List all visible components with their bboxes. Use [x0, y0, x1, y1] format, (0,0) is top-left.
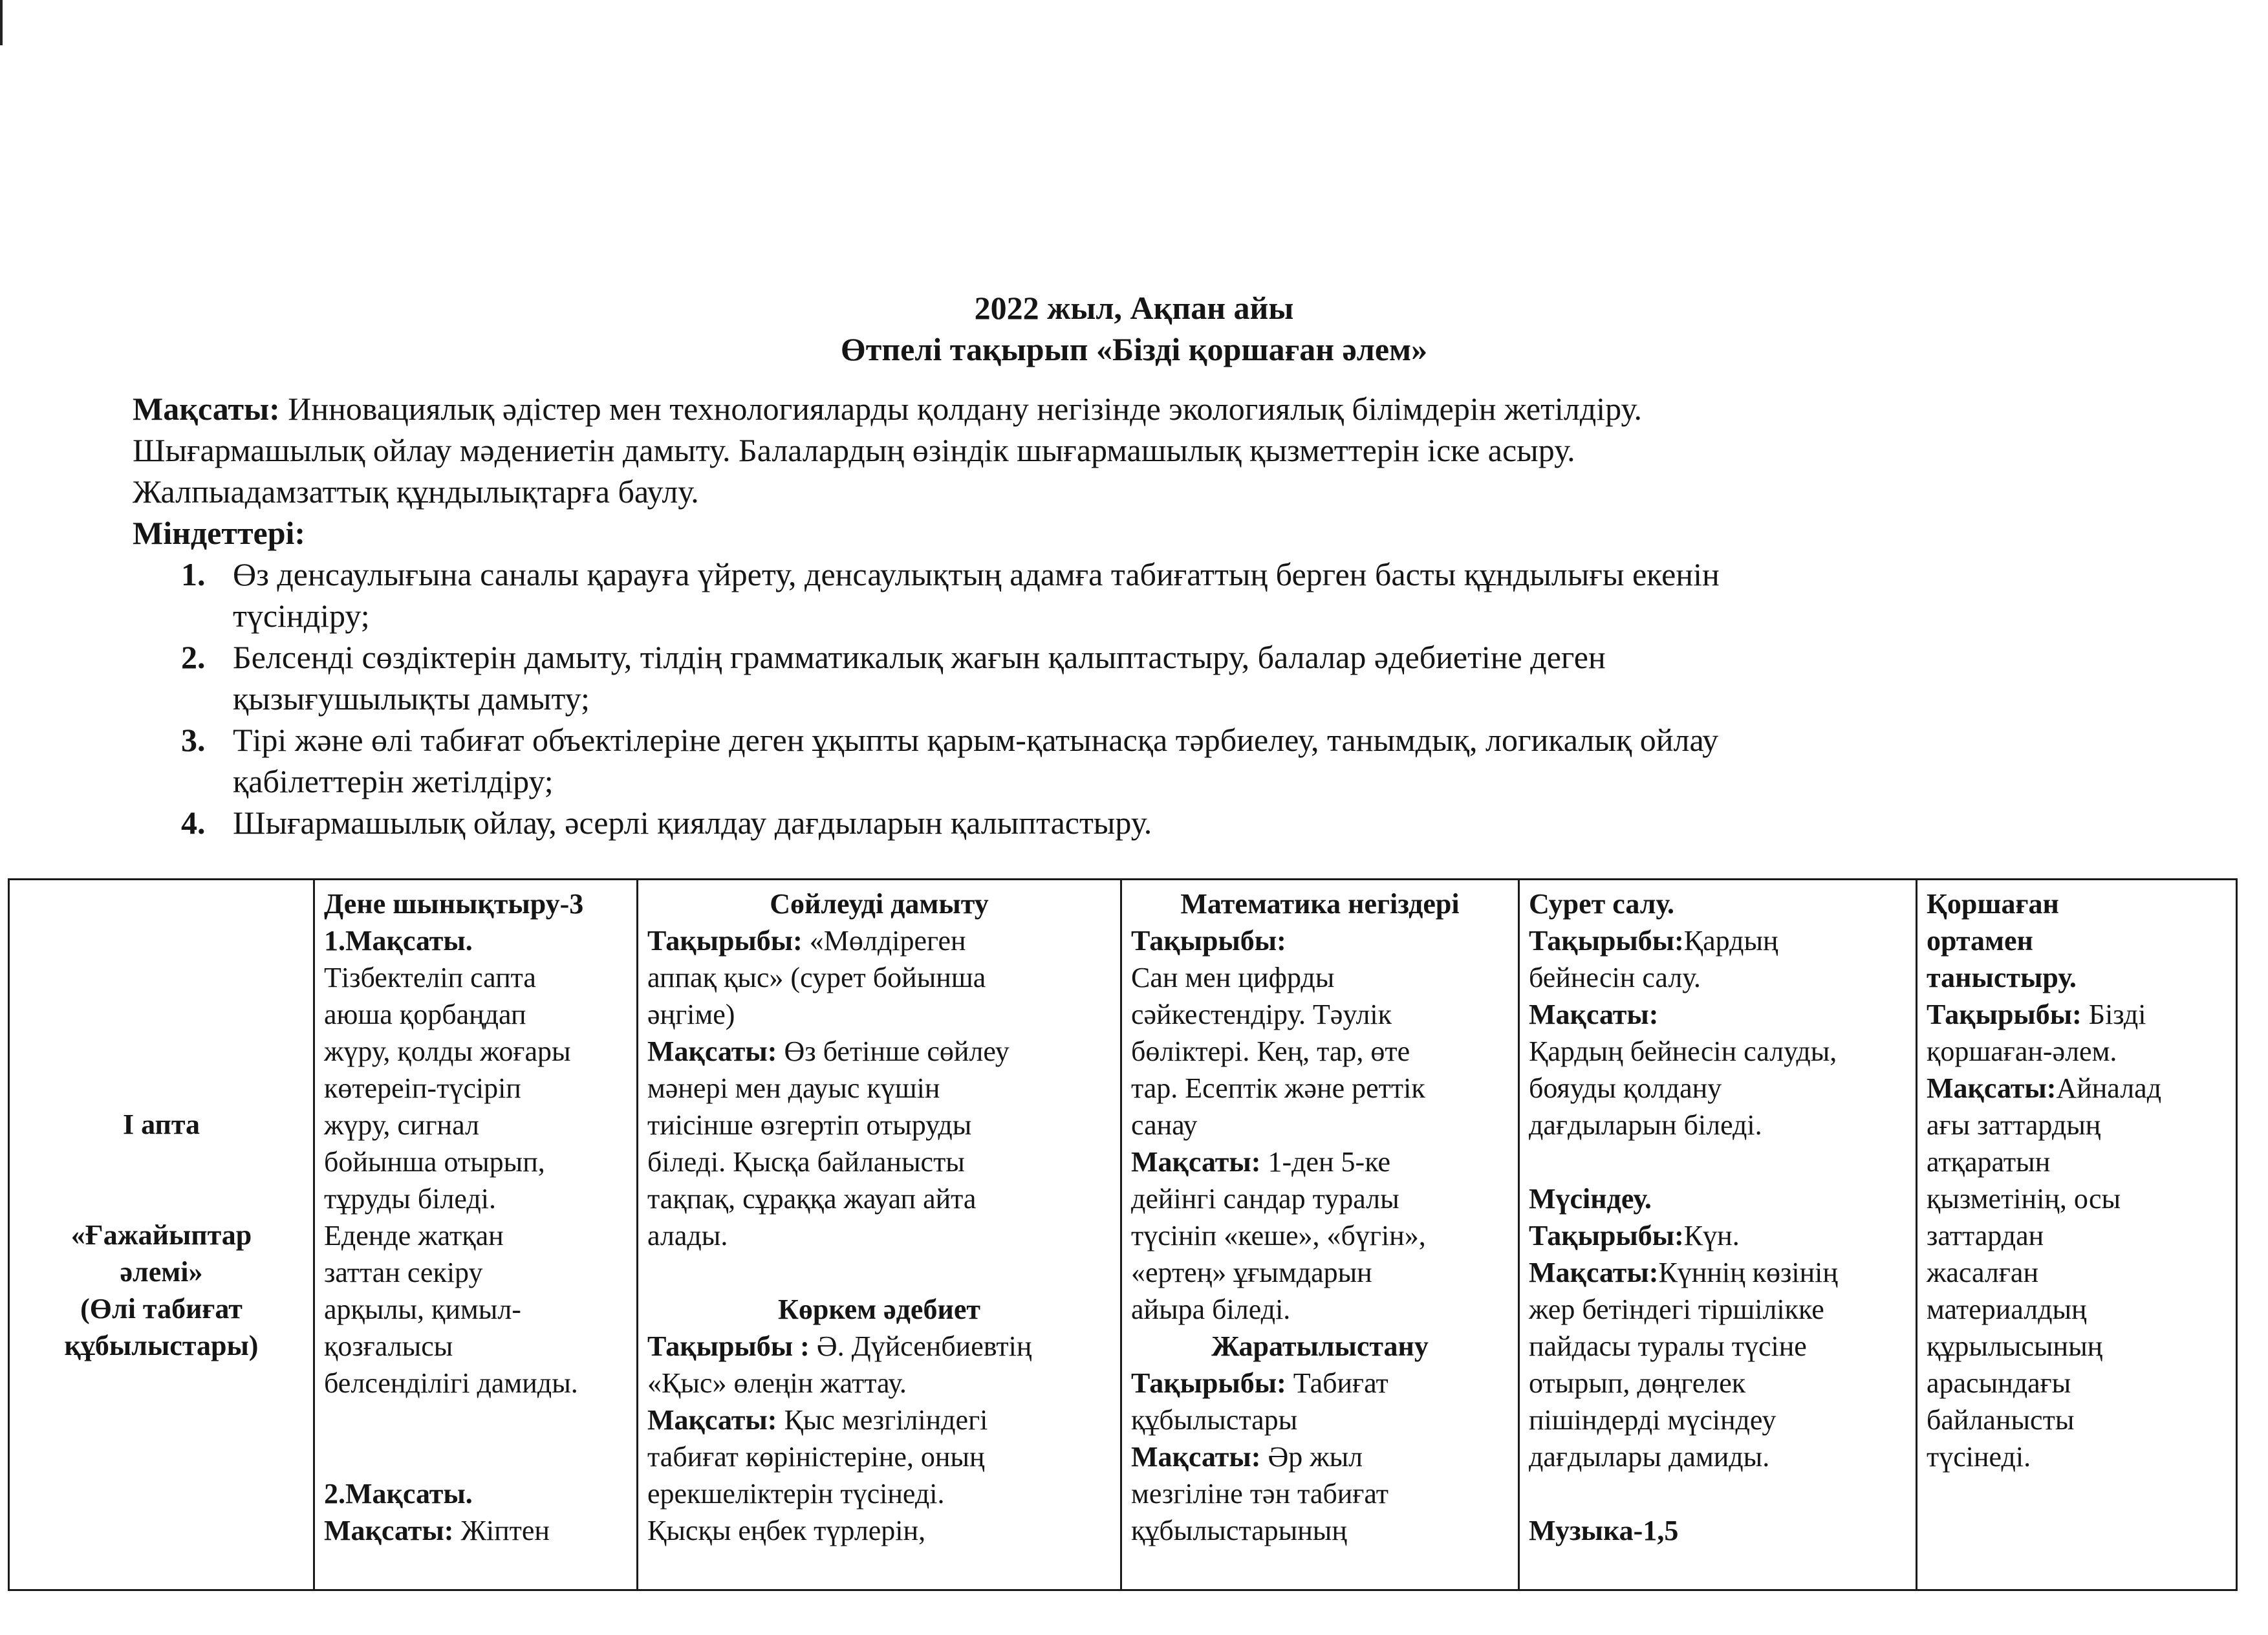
math-topic-line: сәйкестендіру. Тәулік	[1131, 999, 1392, 1030]
nature-topic-label: Тақырыбы:	[1131, 1367, 1286, 1399]
nature-title: Жаратылыстану	[1211, 1330, 1429, 1362]
art-goal-line: бояуды қолдану	[1529, 1072, 1722, 1104]
speech-topic-label: Тақырыбы:	[647, 925, 803, 957]
math-topic-label: Тақырыбы:	[1131, 925, 1286, 957]
goal-line-3: Жалпыадамзаттық құндылықтарға баулу.	[133, 473, 699, 510]
task-text-cont: қызығушылықты дамыту;	[233, 680, 590, 717]
spacer	[19, 1143, 304, 1217]
pe-goal1-line: арқылы, қимыл-	[324, 1294, 521, 1325]
task-text-cont: қабілеттерін жетілдіру;	[233, 763, 554, 799]
task-item	[133, 554, 2170, 636]
task-number: 2.	[181, 639, 206, 675]
sculpt-goal-line: отырып, дөңгелек	[1529, 1367, 1746, 1399]
pe-goal2-sub-text: Жіптен	[460, 1515, 550, 1546]
pe-goal1-line: көтереіп-түсіріп	[324, 1072, 521, 1104]
env-goal-line: ағы заттардың	[1927, 1109, 2101, 1141]
art-topic-line: бейнесін салу.	[1529, 962, 1701, 993]
pe-goal1-line: бойынша отырып,	[324, 1146, 545, 1178]
env-topic-line: қоршаған-әлем.	[1927, 1035, 2117, 1067]
speech-topic-text: «Мөлдіреген	[809, 925, 966, 957]
speech-goal-line: тақпақ, сұраққа жауап айта	[647, 1183, 977, 1215]
math-title: Математика негіздері	[1180, 888, 1460, 920]
pe-title: Дене шынықтыру-3	[324, 888, 584, 920]
literature-goal-label: Мақсаты:	[647, 1404, 777, 1436]
music-title: Музыка-1,5	[1529, 1515, 1679, 1546]
task-item	[133, 719, 2170, 802]
pe-goal1-line: қозғалысы	[324, 1330, 453, 1362]
intro-section	[133, 388, 2170, 843]
math-cell	[1121, 880, 1519, 1590]
spacer	[647, 1254, 1111, 1291]
sculpt-goal-line: дағдылары дамиды.	[1529, 1441, 1770, 1473]
date-heading: 2022 жыл, Ақпан айы	[974, 290, 1294, 326]
env-title-line: Қоршаған	[1927, 888, 2059, 920]
theme-heading: Өтпелі тақырып «Бізді қоршаған әлем»	[840, 331, 1428, 367]
sculpt-goal-text: Күннің көзінің	[1658, 1257, 1838, 1288]
env-cell	[1917, 880, 2237, 1590]
week-cell	[9, 880, 314, 1590]
env-topic-line	[1927, 996, 2227, 1033]
spacer	[1529, 1475, 1906, 1512]
speech-topic-line: әңгіме)	[647, 999, 735, 1030]
speech-goal-label: Мақсаты:	[647, 1035, 777, 1067]
env-goal-line	[1927, 1070, 2227, 1107]
sculpt-topic-text: Күн.	[1683, 1220, 1740, 1251]
math-goal-label: Мақсаты:	[1131, 1146, 1261, 1178]
literature-topic-line	[647, 1328, 1111, 1365]
literature-topic-text: Ә. Дүйсенбиевтің	[816, 1330, 1032, 1362]
task-text-cont: түсіндіру;	[233, 598, 370, 634]
task-text: Белсенді сөздіктерін дамыту, тілдің грамматикалық жағын қалыптастыру, балалар әдебиетіне деген	[233, 639, 1606, 675]
speech-goal-line: мәнері мен дауыс күшін	[647, 1072, 940, 1104]
speech-topic-line	[647, 922, 1111, 959]
task-number: 3.	[181, 722, 206, 758]
goal-line-2: Шығармашылық ойлау мәдениетін дамыту. Балалардың өзіндік шығармашылық қызметтерін іске асыру.	[133, 432, 1575, 468]
task-text: Өз денсаулығына саналы қарауға үйрету, денсаулықтың адамға табиғаттың берген басты құндылығы екенін	[233, 556, 1720, 592]
pe-cell	[314, 880, 638, 1590]
env-goal-line: байланысты	[1927, 1404, 2075, 1436]
pe-goal1-line: Тізбектеліп сапта	[324, 962, 536, 993]
literature-goal-line: табиғат көріністеріне, оның	[647, 1441, 985, 1473]
literature-topic-label: Тақырыбы :	[647, 1330, 810, 1362]
task-item	[133, 636, 2170, 719]
pe-goal1-line: Еденде жатқан	[324, 1220, 504, 1251]
nature-goal-line: құбылыстарының	[1131, 1515, 1347, 1546]
literature-topic-line: «Қыс» өлеңін жаттау.	[647, 1367, 907, 1399]
table-row	[9, 880, 2237, 1590]
task-item	[133, 802, 2170, 843]
env-goal-line: заттардан	[1927, 1220, 2044, 1251]
math-topic-line: санау	[1131, 1109, 1198, 1141]
pe-goal1-line: жүру, қолды жоғары	[324, 1035, 571, 1067]
art-goal-label: Мақсаты:	[1529, 999, 1659, 1030]
week-title-line: «Ғажайыптар	[70, 1218, 252, 1251]
pe-goal2-sub-label: Мақсаты:	[324, 1515, 454, 1546]
pe-goal2-line	[324, 1512, 627, 1549]
nature-goal-line: мезгіліне тән табиғат	[1131, 1478, 1389, 1510]
math-goal-line: дейінгі сандар туралы	[1131, 1183, 1399, 1215]
math-goal-text: 1-ден 5-ке	[1268, 1146, 1391, 1178]
env-goal-line: арасындағы	[1927, 1367, 2071, 1399]
goal-label: Мақсаты:	[133, 391, 280, 427]
tasks-label-text: Міндеттері:	[133, 515, 306, 551]
goal-text-1: Инновациялық әдістер мен технологияларды қолдану негізінде экологиялық білімдерін жетілдіру.	[288, 391, 1642, 427]
env-title-line: ортамен	[1927, 925, 2033, 957]
math-topic-line: Сан мен цифрды	[1131, 962, 1335, 993]
env-goal-label: Мақсаты:	[1927, 1072, 2057, 1104]
pe-goal1-line: заттан секіру	[324, 1257, 483, 1288]
pe-goal2-label: 2.Мақсаты.	[324, 1478, 473, 1510]
sculpt-goal-line	[1529, 1254, 1906, 1291]
env-topic-text: Бізді	[2088, 999, 2146, 1030]
scan-edge-mark	[0, 0, 3, 45]
week-title-line: әлемі»	[120, 1255, 203, 1288]
speech-cell	[638, 880, 1121, 1590]
math-goal-line: «ертең» ұғымдарын	[1131, 1257, 1372, 1288]
math-goal-line	[1131, 1143, 1509, 1180]
env-title-line: таныстыру.	[1927, 962, 2077, 993]
art-topic-line	[1529, 922, 1906, 959]
pe-goal1-line: тұруды біледі.	[324, 1183, 496, 1215]
math-topic-line: бөліктері. Кең, тар, өте	[1131, 1035, 1410, 1067]
env-goal-line: құрылысының	[1927, 1330, 2103, 1362]
tasks-list	[133, 554, 2170, 843]
week-subtitle-line: (Өлі табиғат	[80, 1292, 243, 1325]
pe-goal1-label: 1.Мақсаты.	[324, 925, 473, 957]
sculpt-topic-label: Тақырыбы:	[1529, 1220, 1684, 1251]
nature-goal-text: Әр жыл	[1268, 1441, 1363, 1473]
math-topic-line: тар. Есептік және реттік	[1131, 1072, 1425, 1104]
pe-goal1-line: жүру, сигнал	[324, 1109, 479, 1141]
week-label: I апта	[122, 1108, 200, 1140]
sculpt-goal-line: пішіндерді мүсіндеу	[1529, 1404, 1777, 1436]
spacer	[1529, 1143, 1906, 1180]
sculpt-goal-line: пайдасы туралы түсіне	[1529, 1330, 1807, 1362]
nature-topic-text: Табиғат	[1293, 1367, 1388, 1399]
speech-topic-line: аппақ қыс» (сурет бойынша	[647, 962, 986, 993]
goal-line-1	[133, 388, 2170, 429]
literature-goal-line	[647, 1402, 1111, 1438]
task-number: 4.	[181, 805, 206, 841]
sculpt-topic-line	[1529, 1217, 1906, 1254]
art-title: Сурет салу.	[1529, 888, 1675, 920]
literature-title: Көркем әдебиет	[778, 1294, 980, 1325]
speech-goal-line	[647, 1033, 1111, 1070]
weekly-plan-table	[8, 878, 2238, 1591]
speech-goal-line: алады.	[647, 1220, 728, 1251]
env-goal-line: материалдың	[1927, 1294, 2087, 1325]
pe-goal1-line: белсенділігі дамиды.	[324, 1367, 578, 1399]
art-goal-line: Қардың бейнесін салуды,	[1529, 1035, 1837, 1067]
math-goal-line: айыра біледі.	[1131, 1294, 1291, 1325]
nature-topic-line	[1131, 1365, 1509, 1402]
sculpt-goal-label: Мақсаты:	[1529, 1257, 1659, 1288]
env-goal-text: Айналад	[2056, 1072, 2162, 1104]
env-goal-line: түсінеді.	[1927, 1441, 2031, 1473]
sculpt-goal-line: жер бетіндегі тіршілікке	[1529, 1294, 1824, 1325]
nature-topic-line: құбылыстары	[1131, 1404, 1298, 1436]
document-header	[0, 288, 2268, 369]
speech-goal-line: тиісінше өзгертіп отыруды	[647, 1109, 972, 1141]
literature-goal-line: Қысқы еңбек түрлерін,	[647, 1515, 926, 1546]
env-goal-line: атқаратын	[1927, 1146, 2051, 1178]
env-goal-line: жасалған	[1927, 1257, 2038, 1288]
literature-goal-text: Қыс мезгіліндегі	[784, 1404, 988, 1436]
literature-goal-line: ерекшеліктерін түсінеді.	[647, 1478, 945, 1510]
task-text: Шығармашылық ойлау, әсерлі қиялдау дағдыларын қалыптастыру.	[233, 805, 1152, 841]
task-text: Тірі және өлі табиғат объектілеріне деген ұқыпты қарым-қатынасқа тәрбиелеу, танымдық, логикалық ойлау	[233, 722, 1719, 758]
math-goal-line: түсініп «кеше», «бүгін»,	[1131, 1220, 1426, 1251]
art-topic-text: Қардың	[1683, 925, 1778, 957]
task-number: 1.	[181, 556, 206, 592]
art-cell	[1519, 880, 1917, 1590]
env-topic-label: Тақырыбы:	[1927, 999, 2082, 1030]
env-goal-line: қызметінің, осы	[1927, 1183, 2121, 1215]
art-goal-line: дағдыларын біледі.	[1529, 1109, 1762, 1141]
sculpt-title: Мүсіндеу.	[1529, 1183, 1652, 1215]
spacer	[324, 1402, 627, 1475]
art-topic-label: Тақырыбы:	[1529, 925, 1684, 957]
speech-title: Сөйлеуді дамыту	[770, 888, 989, 920]
nature-goal-label: Мақсаты:	[1131, 1441, 1261, 1473]
speech-goal-line: біледі. Қысқа байланысты	[647, 1146, 965, 1178]
nature-goal-line	[1131, 1438, 1509, 1475]
tasks-label	[133, 512, 2170, 554]
pe-goal1-line: аюша қорбаңдап	[324, 999, 526, 1030]
week-subtitle-line: құбылыстары)	[64, 1329, 259, 1361]
speech-goal-text: Өз бетінше сөйлеу	[784, 1035, 1010, 1067]
